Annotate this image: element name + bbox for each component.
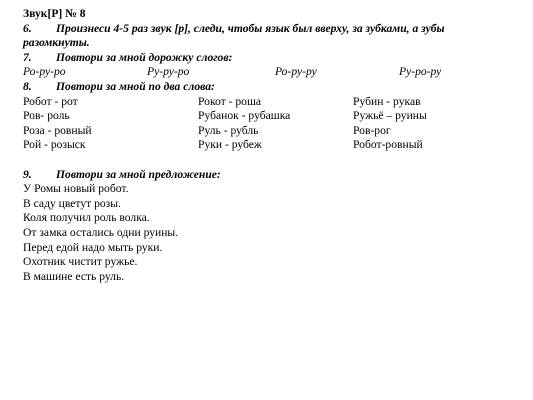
syllable-item: Ру-ру-ро [147,65,190,79]
task-6 [23,22,523,37]
syllable-item: Ро-ру-ру [275,65,317,79]
task-8-text: Повтори за мной по два слова: [56,79,215,93]
word-pair: Ров-рог [353,123,391,137]
word-pair: Рокот - роша [198,94,262,108]
task-9 [23,168,523,183]
word-pair: Руки - рубеж [198,138,262,152]
worksheet [23,7,523,284]
spacer [23,153,523,168]
task-6-text-line2: разомкнуты. [23,36,90,50]
word-pair: Роза - ровный [23,123,92,137]
word-pair-row [23,95,523,110]
word-pair: Ров- роль [23,109,70,123]
word-pair: Робот - рот [23,94,78,108]
sentence: От замка остались одни руины. [23,225,179,239]
word-pair: Рубанок - рубашка [198,109,291,123]
syllable-row [23,65,523,80]
word-pair-row [23,109,523,124]
word-pair: Рубин - рукав [353,94,421,108]
word-pair: Ружьё – руины [353,109,427,123]
word-pair: Робот-ровный [353,138,423,152]
task-6-number: 6. [23,21,32,35]
task-7 [23,51,523,66]
sentence: Перед едой надо мыть руки. [23,240,163,254]
task-7-number: 7. [23,50,32,64]
task-9-number: 9. [23,167,32,181]
sentence: Коля получил роль волка. [23,211,150,225]
sentence: У Ромы новый робот. [23,182,129,196]
task-8-number: 8. [23,79,32,93]
task-6-text-line1: Произнеси 4-5 раз звук [р], следи, чтобы язык был вверху, за зубками, а зубы [56,21,445,35]
word-pair-row [23,124,523,139]
syllable-item: Ру-ро-ру [399,65,442,79]
word-pair: Руль - рубль [198,123,259,137]
sentence: В саду цветут розы. [23,196,121,210]
worksheet-title: Звук[Р] № 8 [23,7,86,20]
task-9-text: Повтори за мной предложение: [56,167,221,181]
sentence: Охотник чистит ружье. [23,255,138,269]
task-7-text: Повтори за мной дорожку слогов: [56,50,233,64]
word-pair-row [23,138,523,153]
sentence: В машине есть руль. [23,269,125,283]
syllable-item: Ро-ру-ро [23,65,66,79]
task-8 [23,80,523,95]
word-pair: Рой - розыск [23,138,86,152]
